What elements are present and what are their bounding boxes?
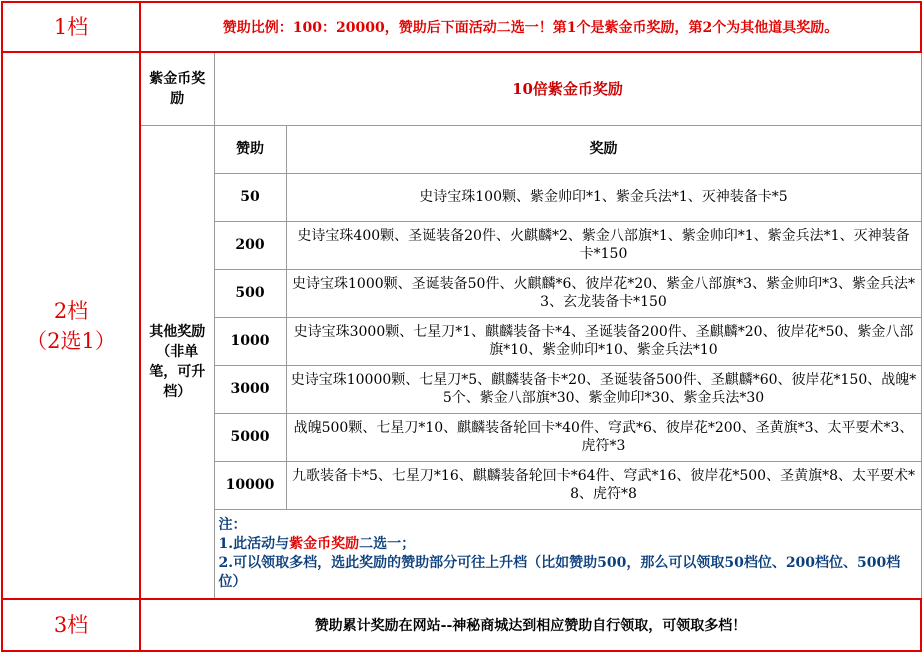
tier1-label: 1档 <box>2 2 140 52</box>
tier2-label: 2档 <box>53 298 89 323</box>
option2-header-row <box>2 125 921 173</box>
reward-cell: 史诗宝珠1000颗、圣诞装备50件、火麒麟*6、彼岸花*20、紫金八部旗*3、紫金帅印*3、紫金兵法*3、玄龙装备卡*150 <box>286 269 921 317</box>
tier1-row <box>2 2 921 52</box>
tier1-description: 赞助比例：100：20000，赞助后下面活动二选一！第1个是紫金币奖励，第2个为其他道具奖励。 <box>140 2 921 52</box>
reward-cell: 史诗宝珠10000颗、七星刀*5、麒麟装备卡*20、圣诞装备500件、圣麒麟*60、彼岸花*150、战魄*5个、紫金八部旗*30、紫金帅印*30、紫金兵法*30 <box>286 365 921 413</box>
tier2-label-cell <box>2 52 140 599</box>
tier2-sublabel: （2选1） <box>26 328 116 353</box>
reward-cell: 史诗宝珠3000颗、七星刀*1、麒麟装备卡*4、圣诞装备200件、圣麒麟*20、彼岸花*50、紫金八部旗*10、紫金帅印*10、紫金兵法*10 <box>286 317 921 365</box>
note-line-2: 2.可以领取多档，选此奖励的赞助部分可往上升档（比如赞助500，那么可以领取50档位、200档位、500档位） <box>218 554 901 590</box>
tier3-label: 3档 <box>2 599 140 651</box>
tier2-option1-row <box>2 52 921 125</box>
amount-cell: 50 <box>214 173 286 221</box>
reward-cell: 史诗宝珠100颗、紫金帅印*1、紫金兵法*1、灭神装备卡*5 <box>286 173 921 221</box>
amount-column-header: 赞助 <box>214 125 286 173</box>
tier3-description: 赞助累计奖励在网站--神秘商城达到相应赞助自行领取，可领取多档！ <box>140 599 921 651</box>
tier3-row <box>2 599 921 651</box>
option1-header: 紫金币奖励 <box>140 52 214 125</box>
reward-column-header: 奖励 <box>286 125 921 173</box>
amount-cell: 500 <box>214 269 286 317</box>
note-1-highlight: 紫金币奖励 <box>289 535 360 552</box>
reward-cell: 九歌装备卡*5、七星刀*16、麒麟装备轮回卡*64件、穹武*16、彼岸花*500、圣黄旗*8、太平要术*8、虎符*8 <box>286 461 921 509</box>
notes-heading: 注： <box>218 516 247 533</box>
note-line-1 <box>219 535 917 554</box>
amount-cell: 10000 <box>214 461 286 509</box>
sponsorship-tier-table <box>1 1 922 652</box>
option2-header: 其他奖励（非单笔，可升档） <box>140 125 214 599</box>
amount-cell: 3000 <box>214 365 286 413</box>
amount-cell: 1000 <box>214 317 286 365</box>
amount-cell: 200 <box>214 221 286 269</box>
note-1-prefix: 1.此活动与 <box>218 535 290 552</box>
reward-cell: 史诗宝珠400颗、圣诞装备20件、火麒麟*2、紫金八部旗*1、紫金帅印*1、紫金兵法*1、灭神装备卡*150 <box>286 221 921 269</box>
amount-cell: 5000 <box>214 413 286 461</box>
notes-cell <box>214 509 921 599</box>
reward-cell: 战魄500颗、七星刀*10、麒麟装备轮回卡*40件、穹武*6、彼岸花*200、圣黄旗*3、太平要术*3、虎符*3 <box>286 413 921 461</box>
option1-title: 10倍紫金币奖励 <box>214 52 921 125</box>
note-1-suffix: 二选一； <box>359 535 416 552</box>
